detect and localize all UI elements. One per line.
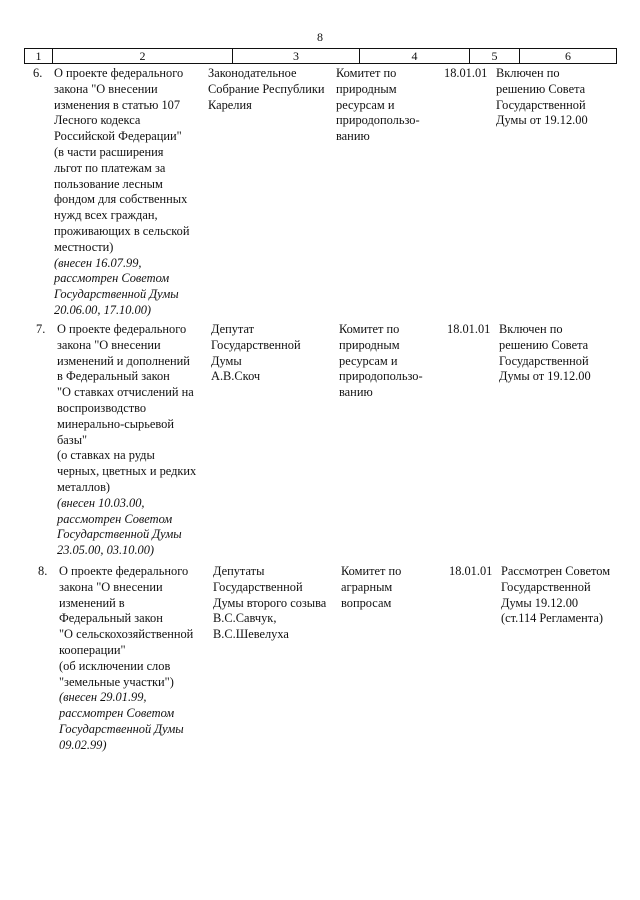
date: 18.01.01	[449, 564, 493, 578]
bill-title-line: "О сельскохозяйственной	[59, 627, 194, 642]
bill-title-line: пользование лесным	[54, 176, 163, 191]
initiator-line: В.С.Савчук,	[213, 611, 277, 626]
bill-description	[54, 66, 204, 319]
bill-note-line: рассмотрен Советом	[54, 271, 170, 286]
initiator-line: Карелия	[208, 97, 252, 112]
decision-line: решению Совета	[499, 337, 589, 352]
bill-note-line: Государственной Думы	[57, 527, 182, 542]
bill-title-line: (о ставках на руды	[57, 448, 155, 463]
bill-title-line: Российской Федерации"	[54, 129, 182, 144]
initiator-line: Собрание Республики	[208, 81, 325, 96]
initiator-line: Государственной	[213, 579, 303, 594]
bill-title-line: минерально-сырьевой	[57, 416, 174, 431]
row-number: 6.	[33, 66, 43, 80]
bill-title-line: О проекте федерального	[54, 66, 184, 80]
committee-line: природопользо-	[339, 369, 423, 384]
page-number: 8	[317, 30, 323, 44]
committee	[336, 66, 436, 145]
committee-line: ресурсам и	[339, 353, 398, 368]
bill-title-line: изменений в	[59, 595, 125, 610]
initiator-line: А.В.Скоч	[211, 369, 261, 384]
bill-title-line: нужд всех граждан,	[54, 208, 158, 223]
bill-title-line: черных, цветных и редких	[57, 464, 197, 479]
initiator-line: Думы	[211, 353, 242, 368]
date: 18.01.01	[447, 322, 491, 336]
decision-line: Думы от 19.12.00	[496, 113, 588, 128]
committee-line: природным	[336, 81, 397, 96]
decision-line: Государственной	[501, 579, 591, 594]
decision	[496, 66, 616, 129]
decision	[499, 322, 619, 385]
decision-line: Думы 19.12.00	[501, 595, 579, 610]
column-header-4: 4	[360, 49, 470, 64]
bill-title-line: Лесного кодекса	[54, 113, 141, 128]
decision-line: Государственной	[499, 353, 589, 368]
initiator-line: В.С.Шевелуха	[213, 627, 289, 642]
row-number: 8.	[38, 564, 48, 578]
bill-title-line: фондом для собственных	[54, 192, 188, 207]
bill-description	[59, 564, 209, 754]
column-header-5: 5	[470, 49, 520, 64]
bill-title-line: "О ставках отчислений на	[57, 385, 194, 400]
committee-line: Комитет по	[336, 66, 397, 80]
bill-note-line: Государственной Думы	[59, 721, 184, 736]
decision-line: Включен по	[496, 66, 560, 80]
bill-title-line: (в части расширения	[54, 144, 164, 159]
committee-line: природным	[339, 337, 400, 352]
bill-title-line: закона "О внесении	[59, 579, 163, 594]
bill-title-line: базы"	[57, 432, 88, 447]
initiator	[213, 564, 341, 643]
bill-note-line: 23.05.00, 03.10.00)	[57, 543, 155, 558]
bill-title-line: проживающих в сельской	[54, 223, 190, 238]
bill-title-line: изменения в статью 107	[54, 97, 181, 112]
bill-note-line: 09.02.99)	[59, 737, 107, 752]
bill-note-line: 20.06.00, 17.10.00)	[54, 302, 152, 317]
bill-title-line: О проекте федерального	[59, 564, 189, 578]
column-header-6: 6	[520, 49, 617, 64]
bill-title-line: Федеральный закон	[59, 611, 163, 626]
bill-note-line: рассмотрен Советом	[59, 706, 175, 721]
committee	[341, 564, 441, 611]
bill-note-line: рассмотрен Советом	[57, 511, 173, 526]
bill-title-line: кооперации"	[59, 642, 126, 657]
bill-title-line: металлов)	[57, 479, 111, 494]
bill-note-line: (внесен 16.07.99,	[54, 255, 142, 270]
bill-title-line: льгот по платежам за	[54, 160, 166, 175]
initiator-line: Государственной	[211, 337, 301, 352]
column-header-3: 3	[233, 49, 360, 64]
committee-line: аграрным	[341, 579, 393, 594]
decision-line: Государственной	[496, 97, 586, 112]
row-number: 7.	[36, 322, 46, 336]
bill-description	[57, 322, 207, 559]
decision-line: (ст.114 Регламента)	[501, 611, 603, 626]
committee-line: Комитет по	[339, 322, 400, 336]
committee-line: природопользо-	[336, 113, 420, 128]
column-header-2: 2	[53, 49, 233, 64]
bill-title-line: воспроизводство	[57, 400, 147, 415]
decision-line: Рассмотрен Советом	[501, 564, 611, 578]
committee-line: ванию	[336, 129, 370, 144]
committee	[339, 322, 439, 401]
initiator	[211, 322, 339, 385]
decision-line: Думы от 19.12.00	[499, 369, 591, 384]
bill-title-line: "земельные участки")	[59, 674, 174, 689]
date: 18.01.01	[444, 66, 488, 80]
committee-line: ванию	[339, 385, 373, 400]
bill-title-line: закона "О внесении	[57, 337, 161, 352]
initiator	[208, 66, 336, 113]
bill-title-line: в Федеральный закон	[57, 369, 170, 384]
committee-line: вопросам	[341, 595, 392, 610]
initiator-line: Думы второго созыва	[213, 595, 327, 610]
bill-title-line: изменений и дополнений	[57, 353, 190, 368]
decision	[501, 564, 621, 627]
column-header-1: 1	[25, 49, 53, 64]
initiator-line: Законодательное	[208, 66, 297, 80]
bill-title-line: местности)	[54, 239, 114, 254]
bill-title-line: О проекте федерального	[57, 322, 187, 336]
bill-note-line: (внесен 29.01.99,	[59, 690, 147, 705]
bill-title-line: (об исключении слов	[59, 658, 171, 673]
decision-line: решению Совета	[496, 81, 586, 96]
bill-title-line: закона "О внесении	[54, 81, 158, 96]
bill-note-line: (внесен 10.03.00,	[57, 495, 145, 510]
bill-note-line: Государственной Думы	[54, 287, 179, 302]
committee-line: ресурсам и	[336, 97, 395, 112]
initiator-line: Депутат	[211, 322, 255, 336]
column-header-row	[24, 48, 617, 64]
committee-line: Комитет по	[341, 564, 402, 578]
decision-line: Включен по	[499, 322, 563, 336]
initiator-line: Депутаты	[213, 564, 265, 578]
